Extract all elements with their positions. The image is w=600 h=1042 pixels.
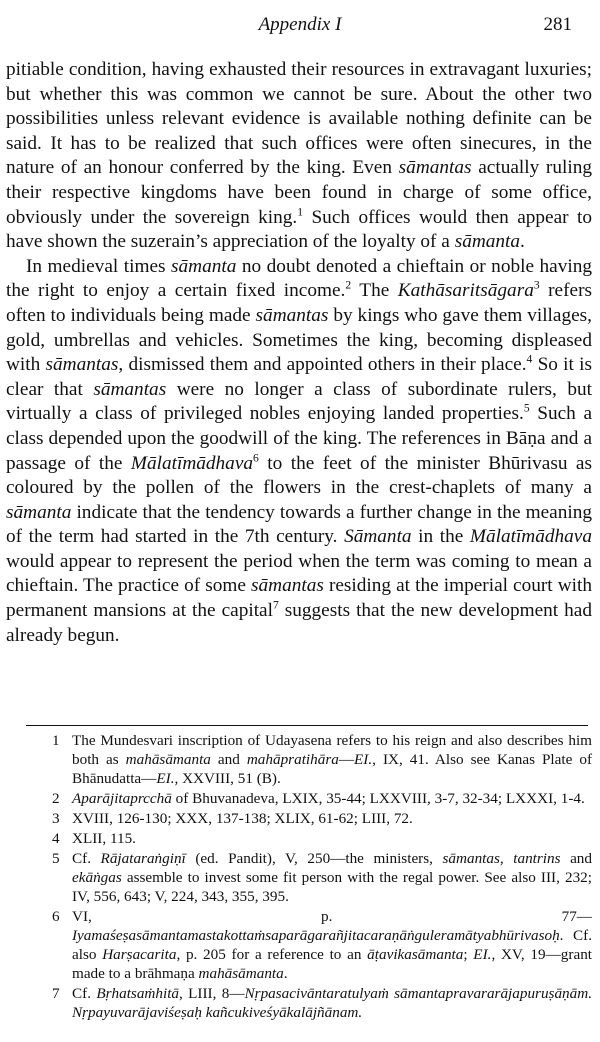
- footnote: [52, 809, 592, 828]
- footnote: [52, 849, 592, 906]
- footnote-text: Cf. Rājataraṅgiṇī (ed. Pandit), V, 250—the ministers, sāmantas, tantrins and ekāṅgas assemble to invest some fit person with the regal power. See also III, 232; IV, 556, 643; V, 224, 343, 355, 395.: [72, 850, 592, 905]
- footnote-number: 4: [52, 830, 60, 847]
- footnote: [52, 731, 592, 788]
- footnote-divider: [26, 725, 588, 726]
- footnote-number: 7: [52, 985, 60, 1002]
- footnote-text: VI, p. 77—Iyamaśeṣasāmantamastakottaṁsaparāgarañjitacaraṇāṅguleramātyabhūrivasoḥ. Cf. also Harṣacarita, p. 205 for a reference to an āṭavikasāmanta; EI., XV, 19—grant made to a brāhmaṇa mahāsāmanta.: [72, 908, 593, 982]
- body-text: [6, 58, 592, 648]
- paragraph: pitiable condition, having exhausted their resources in extravagant luxuries; but whether this was common we cannot be sure. About the other two possibilities unless relevant evidence is available nothing definite can be said. It has to be realized that such offices were often sinecures, in the nature of an honour conferred by the king. Even sāmantas actually ruling their respective kingdoms have been found in charge of some office, obviously under the sovereign king.$^1$ Such offices would then appear to have shown the suzerain’s appreciation of the loyalty of a sāmanta.: [6, 59, 592, 253]
- page-number: 281: [543, 14, 572, 35]
- footnote-number: 1: [52, 732, 60, 749]
- footnote-text: Aparājitaprcchā of Bhuvanadeva, LXIX, 35-44; LXXVIII, 3-7, 32-34; LXXXI, 1-4.: [72, 790, 585, 807]
- running-title: Appendix I: [258, 14, 342, 35]
- footnote-number: 3: [52, 810, 60, 827]
- footnote: [52, 789, 592, 808]
- footnote-number: 2: [52, 790, 60, 807]
- footnote: [52, 829, 592, 848]
- footnote-number: 6: [52, 908, 60, 925]
- paragraph: In medieval times sāmanta no doubt denoted a chieftain or noble having the right to enjoy a certain fixed income.$^2$ The Kathāsaritsāgara$^3$ refers often to individuals being made sāmantas by kings who gave them villages, gold, umbrellas and vehicles. Sometimes the king, becoming displeased with sāmantas, dismissed them and appointed others in their place.$^4$ So it is clear that sāmantas were no longer a class of subordinate rulers, but virtually a class of privileged nobles enjoying landed properties.$^5$ Such a class depended upon the goodwill of the king. The references in Bāṇa and a passage of the Mālatīmādhava$^6$ to the feet of the minister Bhūrivasu as coloured by the pollen of the flowers in the crest-chaplets of many a sāmanta indicate that the tendency towards a further change in the meaning of the term had started in the 7th century. Sāmanta in the Mālatīmādhava would appear to represent the period when the term was coming to mean a chieftain. The practice of some sāmantas residing at the imperial court with permanent mansions at the capital$^7$ suggests that the new development had already begun.: [6, 255, 593, 646]
- footnote-text: XLII, 115.: [72, 830, 136, 847]
- footnote-text: The Mundesvari inscription of Udayasena refers to his reign and also describes him both as mahāsāmanta and mahāpratihāra—EI., IX, 41. Also see Kanas Plate of Bhānudatta—EI., XXVIII, 51 (B).: [72, 732, 592, 787]
- footnote: [52, 984, 592, 1022]
- running-header: [0, 14, 600, 42]
- footnote: [52, 907, 592, 983]
- footnote-number: 5: [52, 850, 60, 867]
- footnote-text: XVIII, 126-130; XXX, 137-138; XLIX, 61-62; LIII, 72.: [72, 810, 413, 827]
- footnote-text: Cf. Bṛhatsaṁhitā, LIII, 8—Nṛpasacivāntaratulyaṁ sāmantapravararājapuruṣāṇām. Nṛpayuvarājaviśeṣaḥ kañcukiveśyākalājñānam.: [72, 985, 593, 1021]
- footnotes: [52, 731, 592, 1023]
